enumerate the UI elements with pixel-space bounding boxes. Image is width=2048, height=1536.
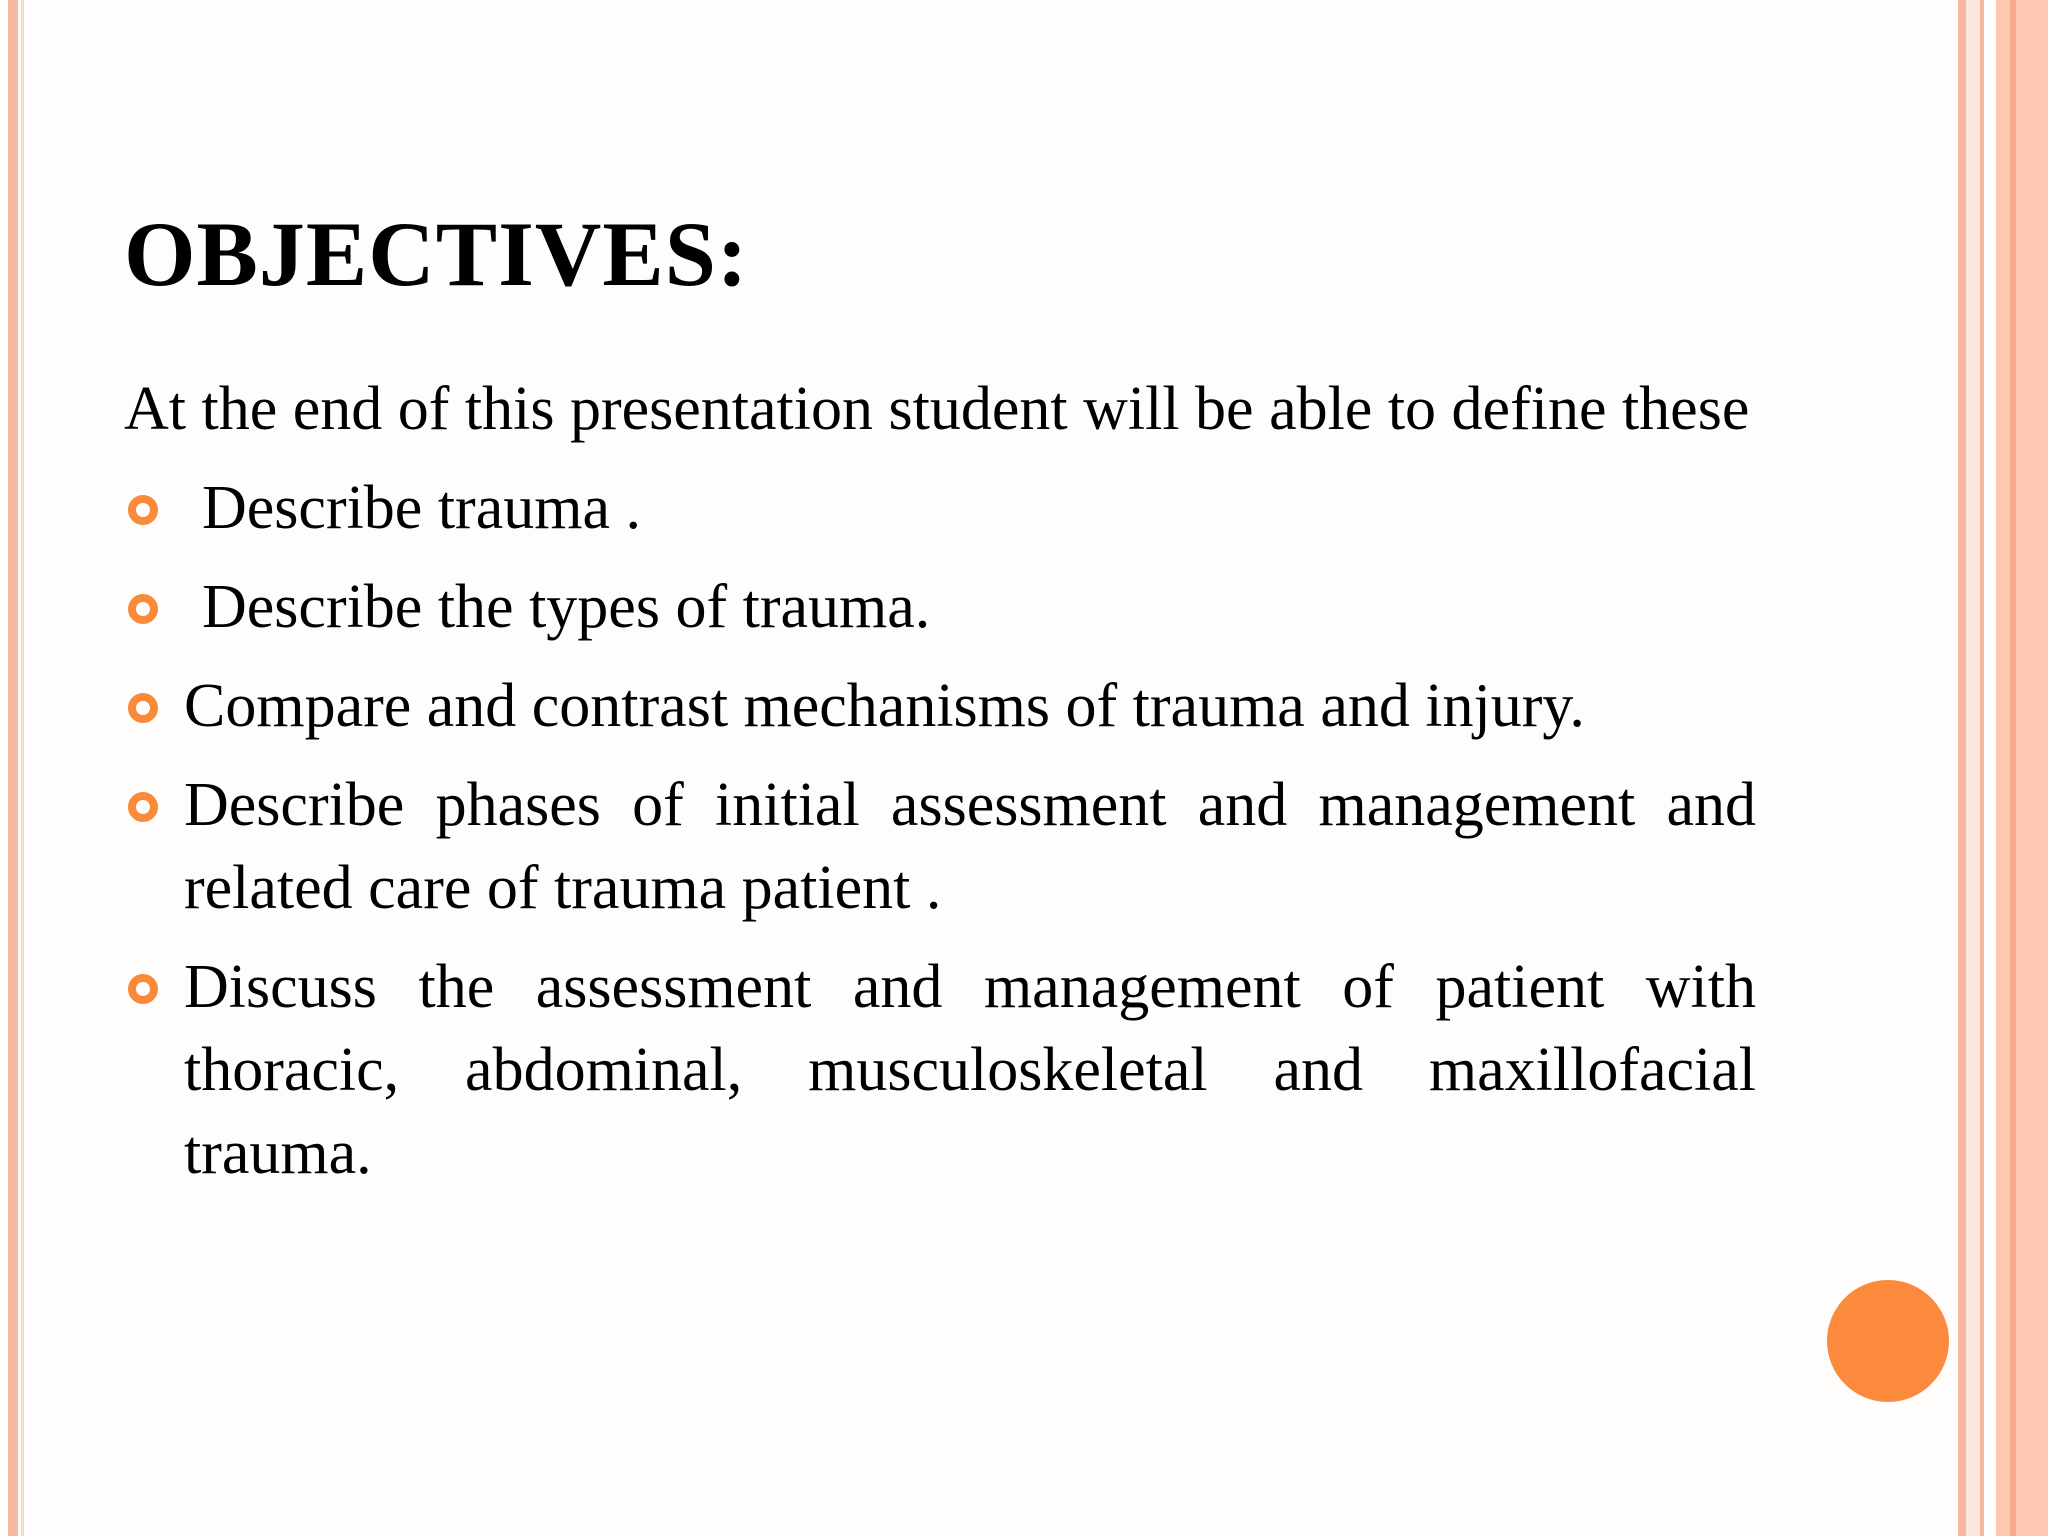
right-border-stripe [1958, 0, 1966, 1536]
list-item [124, 467, 1756, 550]
list-item-text: Describe phases of initial assessment and management and related care of trauma patient . [184, 771, 1756, 922]
right-border-stripe [2010, 0, 2016, 1536]
right-border-band [1996, 0, 2048, 1536]
list-item [124, 946, 1756, 1195]
hollow-circle-bullet-icon [128, 495, 158, 525]
hollow-circle-bullet-icon [128, 974, 158, 1004]
left-border-stripe [8, 0, 18, 1536]
hollow-circle-bullet-icon [128, 594, 158, 624]
list-item-text: Compare and contrast mechanisms of trauma and injury. [184, 672, 1585, 740]
slide-body [124, 368, 1756, 1195]
orange-circle-decoration [1827, 1280, 1949, 1402]
list-item-text: Describe the types of trauma. [202, 573, 931, 641]
list-item [124, 764, 1756, 930]
list-item [124, 566, 1756, 649]
objectives-list [124, 467, 1756, 1195]
hollow-circle-bullet-icon [128, 792, 158, 822]
list-item [124, 665, 1756, 748]
right-border-gap [1984, 0, 1996, 1536]
right-border-stripe [1966, 0, 1980, 1536]
slide-title: OBJECTIVES: [124, 203, 749, 305]
list-item-text: Describe trauma . [202, 474, 641, 542]
left-border-inner-stripe [21, 0, 24, 1536]
intro-text: At the end of this presentation student will be able to define these [124, 375, 1750, 443]
list-item-text: Discuss the assessment and management of patient with thoracic, abdominal, musculoskeletal and maxillofacial trauma. [184, 953, 1756, 1187]
hollow-circle-bullet-icon [128, 693, 158, 723]
